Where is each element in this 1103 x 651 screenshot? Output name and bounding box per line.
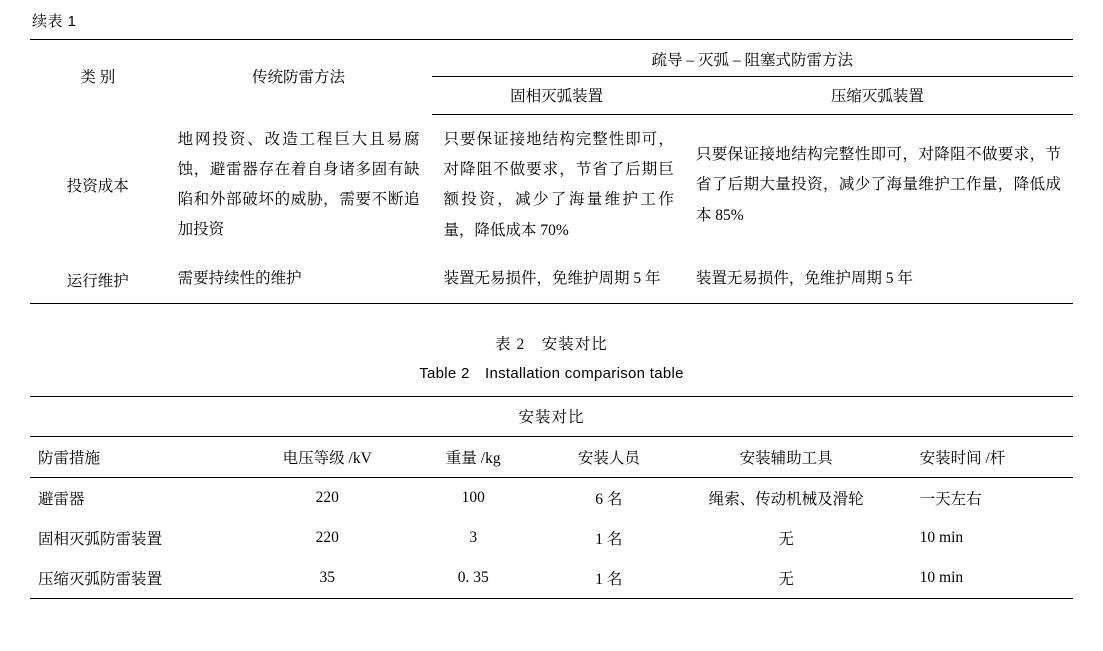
table2-title-row [30,397,1073,437]
table-row [30,256,1073,304]
table2-header-personnel: 安装人员 [541,437,677,478]
table2-cell-time-3: 10 min [896,558,1073,599]
continued-table-label: 续表 1 [32,13,77,30]
table1-cell-compressed-1: 只要保证接地结构完整性即可，对降阻不做要求，节省了后期大量投资，减少了海量维护工作量，降低成本 85% [695,146,1061,224]
table2-header-measure: 防雷措施 [30,437,249,478]
table2-cell-measure-2: 固相灭弧防雷装置 [38,531,163,549]
table2-cell-voltage-2: 220 [315,529,339,547]
table-row [30,115,1073,256]
table1-cell-solid-2: 装置无易损件，免维护周期 5 年 [432,256,682,304]
table2-cell-measure-1: 避雷器 [38,491,85,509]
table-installation-comparison [30,396,1073,599]
table2-cell-voltage-3: 35 [249,558,405,599]
table2-head [30,397,1073,478]
table2-header-tools: 安装辅助工具 [677,437,896,478]
table2-header-row [30,437,1073,478]
document-page [0,10,1103,651]
table1-header-traditional: 传统防雷方法 [166,40,432,115]
table2-cell-personnel-3: 1 名 [541,558,677,599]
table1-body [30,115,1073,304]
table-continued-1 [30,39,1073,304]
table-row [30,518,1073,558]
table2-cell-weight-2: 3 [469,529,478,547]
table2-header-time: 安装时间 /杆 [896,437,1073,478]
table2-caption-cn: 表 2 安装对比 [495,336,608,354]
table2-cell-voltage-1: 220 [315,489,339,507]
table1-header-category: 类 别 [30,40,166,115]
table1-cell-compressed-2: 装置无易损件，免维护周期 5 年 [682,256,1073,304]
table1-cell-category-1: 投资成本 [66,178,129,196]
table2-cell-time-2: 10 min [919,529,964,547]
table1-cell-category-2: 运行维护 [30,256,166,304]
table1-header-solid: 固相灭弧装置 [432,77,682,115]
table2-cell-personnel-1: 6 名 [595,491,623,509]
table-row [30,478,1073,519]
table1-header-row-1 [30,40,1073,77]
table-row [30,558,1073,599]
table2-caption-en: Table 2 Installation comparison table [419,364,684,382]
table2-body [30,478,1073,599]
table2-header-voltage: 电压等级 /kV [249,437,405,478]
table2-cell-tools-1: 绳索、传动机械及滑轮 [708,491,864,509]
table2-title: 安装对比 [30,397,1073,437]
table2-cell-time-1: 一天左右 [919,491,982,509]
table1-cell-traditional-2: 需要持续性的维护 [166,256,432,304]
table2-header-weight: 重量 /kg [405,437,541,478]
table2-cell-tools-3: 无 [677,558,896,599]
table2-cell-tools-2: 无 [778,531,794,549]
table1-cell-traditional-1: 地网投资、改造工程巨大且易腐蚀，避雷器存在着自身诸多固有缺陷和外部破坏的威胁，需要不断追加投资 [177,130,420,239]
table2-cell-weight-3: 0. 35 [405,558,541,599]
table2-cell-personnel-2: 1 名 [595,531,623,549]
table2-caption [30,330,1073,388]
table1-cell-solid-1: 只要保证接地结构完整性即可，对降阻不做要求，节省了后期巨额投资，减少了海量维护工作量，降低成本 70% [443,131,674,239]
table1-header-compressed: 压缩灭弧装置 [682,77,1073,115]
table1-header-group: 疏导 – 灭弧 – 阻塞式防雷方法 [432,40,1073,77]
table1-head [30,40,1073,115]
table2-cell-weight-1: 100 [461,489,485,507]
table2-cell-measure-3: 压缩灭弧防雷装置 [30,558,249,599]
